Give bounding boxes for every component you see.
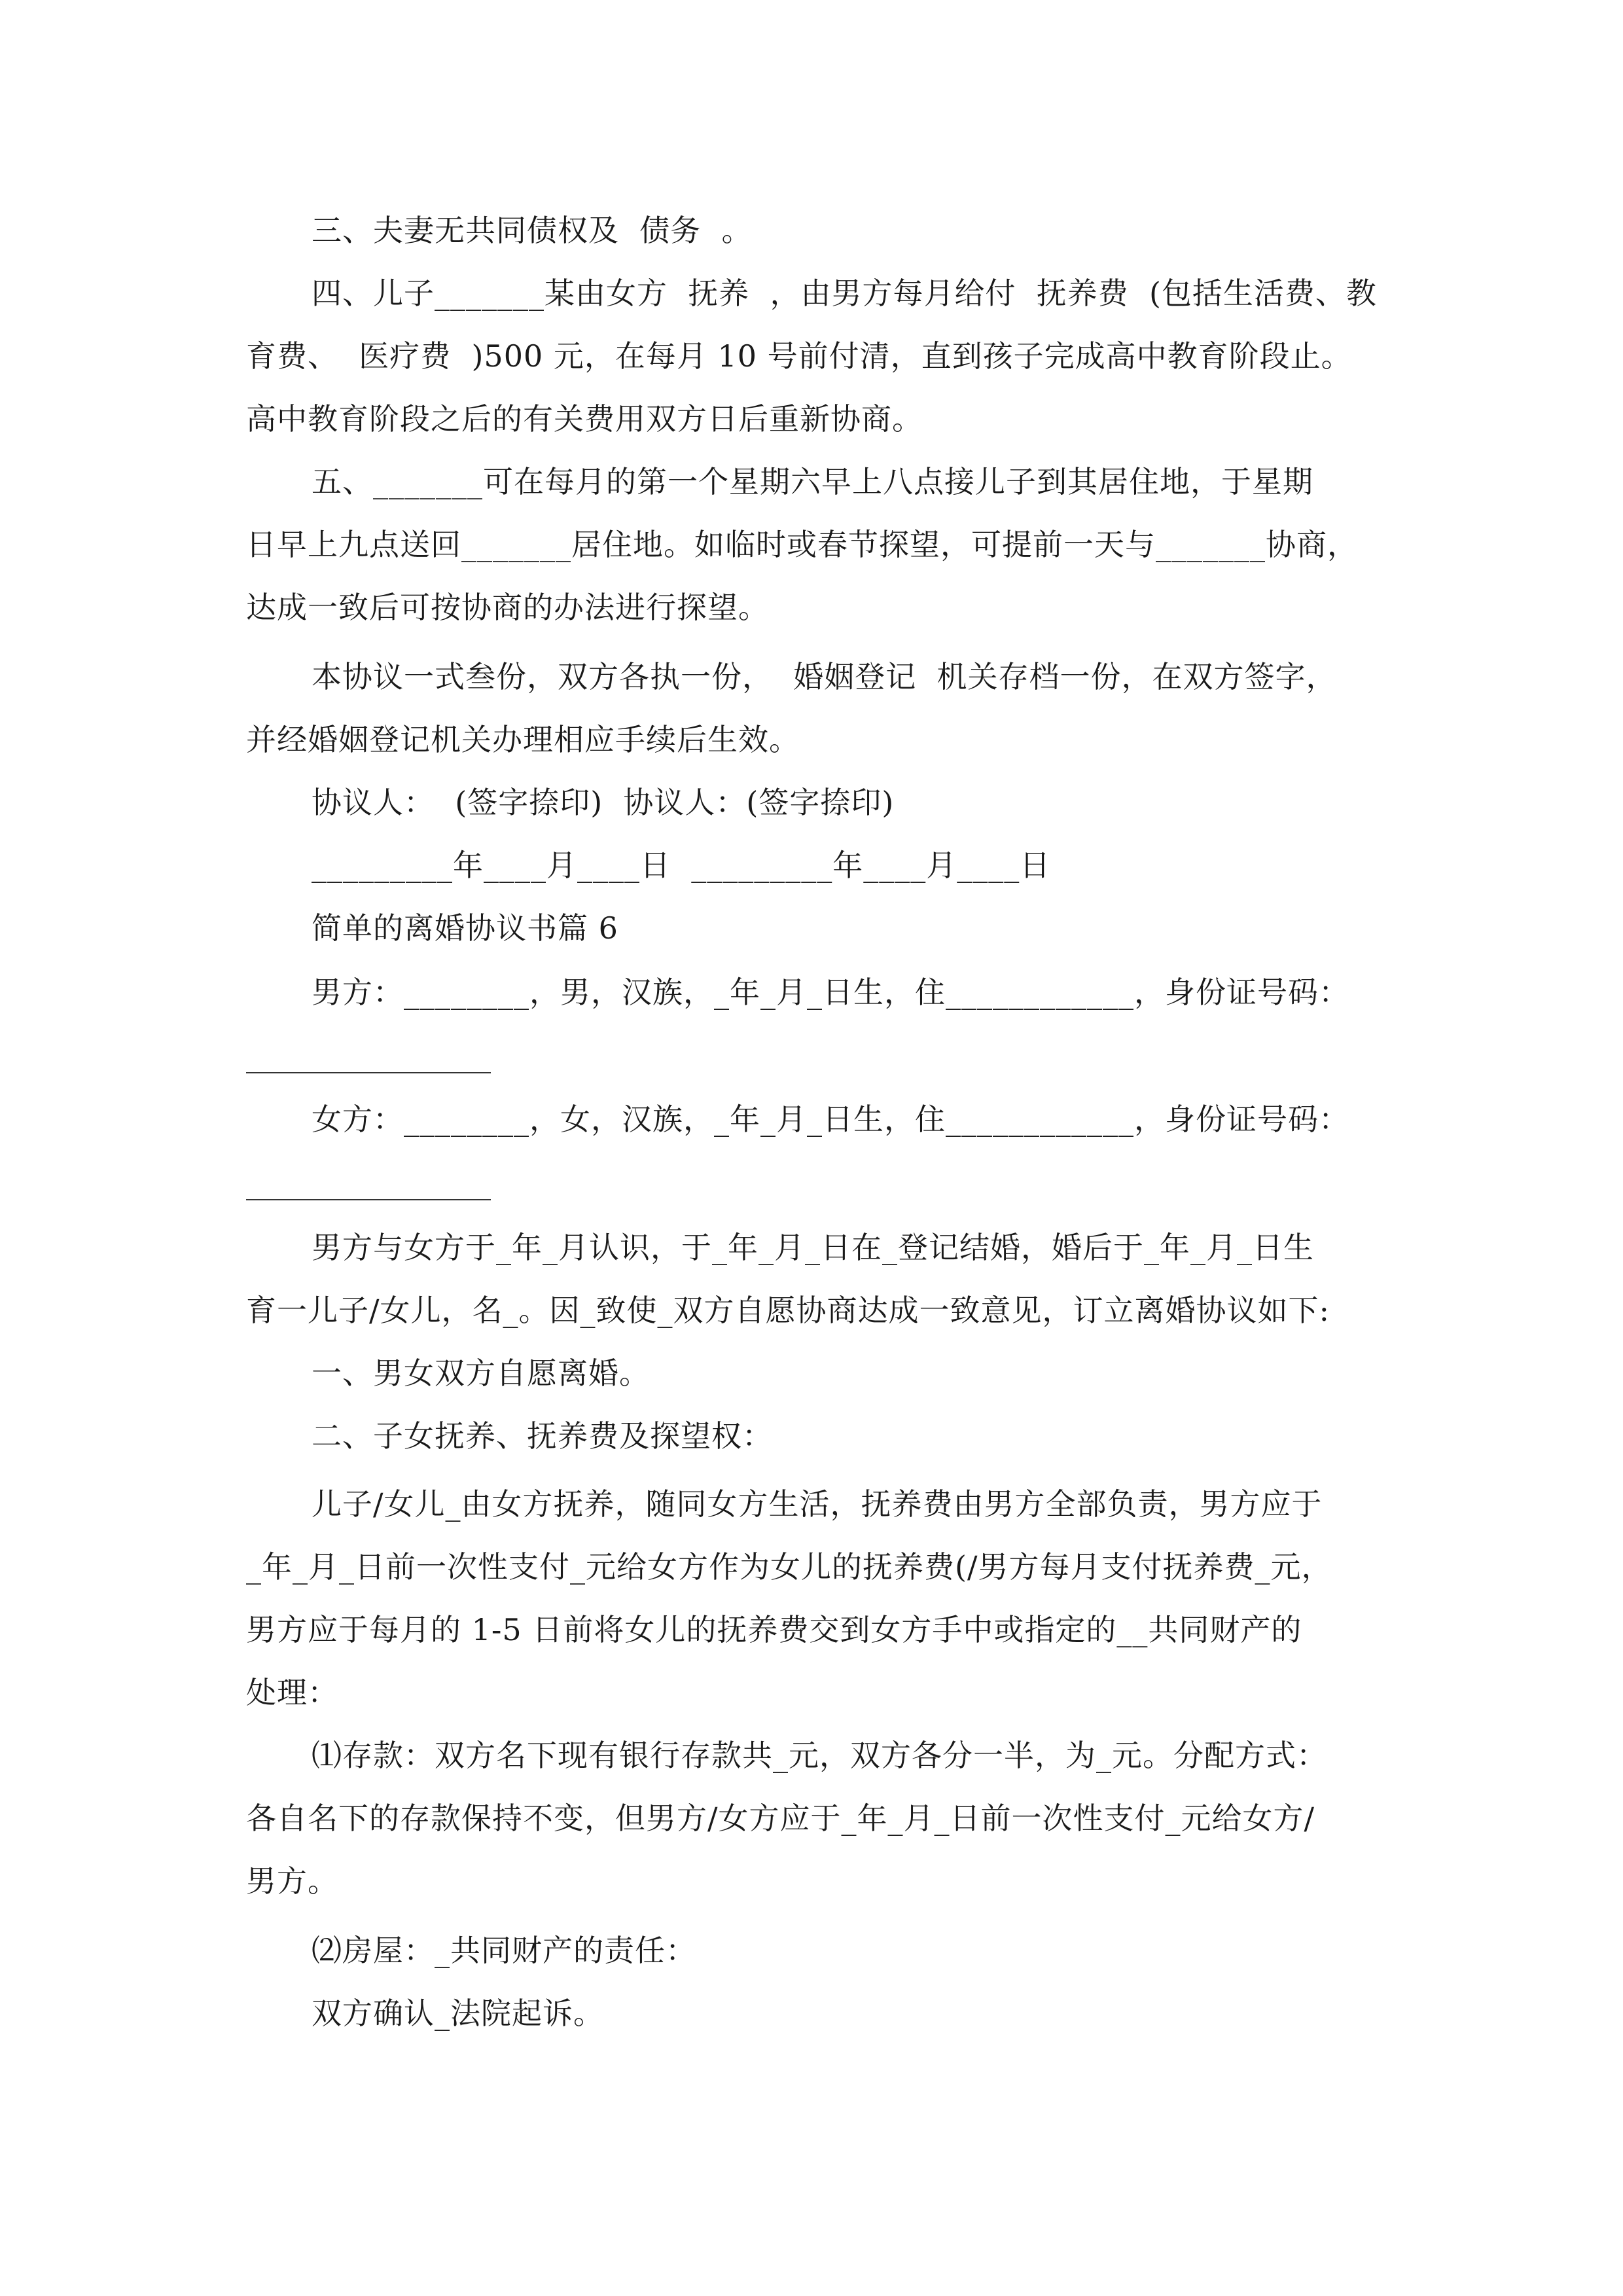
paragraph-line: 男方应于每月的 1-5 日前将女儿的抚养费交到女方手中或指定的__共同财产的: [246, 1612, 1302, 1647]
paragraph-line: 男方：________，男，汉族，_年_月_日生，住____________，身份证号码：: [312, 975, 1349, 1010]
paragraph-line: 儿子/女儿_由女方抚养，随同女方生活，抚养费由男方全部负责，男方应于: [312, 1486, 1323, 1522]
paragraph-line: 四、儿子_______某由女方 抚养 ，由男方每月给付 抚养费 (包括生活费、教: [312, 276, 1377, 311]
paragraph-line: _年_月_日前一次性支付_元给女方作为女儿的抚养费(/男方每月支付抚养费_元，: [246, 1549, 1332, 1585]
paragraph-line: 日早上九点送回_______居住地。如临时或春节探望，可提前一天与_______协商，: [246, 527, 1358, 562]
paragraph-line: 本协议一式叁份，双方各执一份， 婚姻登记 机关存档一份，在双方签字，: [312, 659, 1337, 694]
blank-underline: [246, 1072, 491, 1073]
paragraph-line: 达成一致后可按协商的办法进行探望。: [246, 590, 769, 625]
signature-line: 协议人： (签字捺印) 协议人：(签字捺印): [312, 785, 895, 820]
blank-underline: [246, 1199, 491, 1200]
paragraph-line: 高中教育阶段之后的有关费用双方日后重新协商。: [246, 401, 923, 437]
paragraph-line: 各自名下的存款保持不变，但男方/女方应于_年_月_日前一次性支付_元给女方/: [246, 1801, 1315, 1836]
paragraph-line: 育一儿子/女儿，名_。因_致使_双方自愿协商达成一致意见，订立离婚协议如下:: [246, 1293, 1330, 1328]
paragraph-line: 男方。: [246, 1863, 338, 1899]
paragraph-line: 三、夫妻无共同债权及 债务 。: [312, 213, 753, 248]
paragraph-line: 并经婚姻登记机关办理相应手续后生效。: [246, 722, 800, 757]
paragraph-line: 双方确认_法院起诉。: [312, 1996, 604, 2031]
paragraph-line: ⑴存款：双方名下现有银行存款共_元，双方各分一半，为_元。分配方式：: [312, 1738, 1327, 1773]
paragraph-line: 五、_______可在每月的第一个星期六早上八点接儿子到其居住地，于星期: [312, 464, 1313, 499]
paragraph-line: ⑵房屋：_共同财产的责任：: [312, 1933, 696, 1968]
date-line: _________年____月____日 _________年____月____日: [312, 848, 1051, 883]
paragraph-line: 男方与女方于_年_月认识，于_年_月_日在_登记结婚，婚后于_年_月_日生: [312, 1230, 1314, 1265]
paragraph-line: 一、男女双方自愿离婚。: [312, 1355, 650, 1391]
paragraph-line: 二、子女抚养、抚养费及探望权：: [312, 1418, 773, 1454]
paragraph-line: 育费、 医疗费 )500 元，在每月 10 号前付清，直到孩子完成高中教育阶段止。: [246, 338, 1352, 374]
paragraph-line: 女方：________，女，汉族，_年_月_日生，住____________，身份证号码：: [312, 1102, 1349, 1137]
paragraph-line: 处理：: [246, 1675, 338, 1710]
section-heading: 简单的离婚协议书篇 6: [312, 910, 618, 946]
